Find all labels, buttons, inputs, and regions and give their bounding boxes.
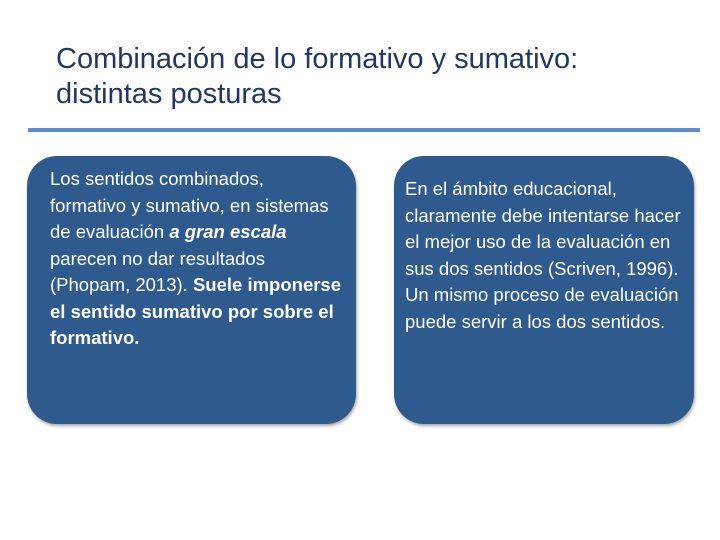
slide-title-line-2: distintas posturas [56,78,282,110]
left-box-text-b: parecen no dar resultados (Phopam, 2013). [50,247,265,295]
left-box-bold-text: Suele imponerse el sentido sumativo por sobre el formativo. [50,274,342,348]
left-text-box [27,156,356,424]
title-divider [28,128,700,132]
left-box-text-a: Los sentidos combinados, formativo y sumativo, en sistemas de evaluación [50,168,329,242]
right-box-paragraph: En el ámbito educacional, claramente debe intentarse hacer el mejor uso de la evaluación en sus dos sentidos (Scriven, 1996). Un mismo proceso de evaluación puede servir a los dos sentidos. [405,178,681,332]
left-box-paragraph [50,166,342,352]
left-box-emphasis: a gran escala [169,221,287,242]
right-text-box [394,156,694,424]
slide-title [56,42,696,112]
slide-title-line-1: Combinación de lo formativo y sumativo: [56,43,579,75]
